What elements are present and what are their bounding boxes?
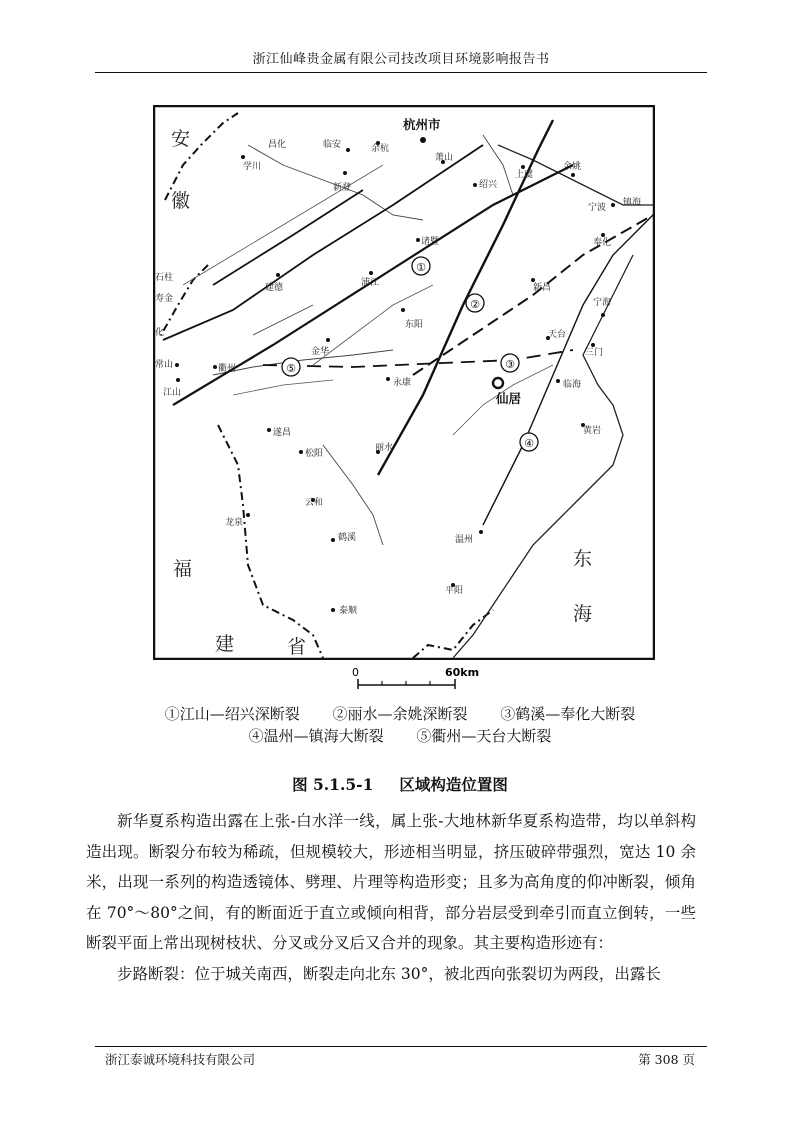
map-scale-bar xyxy=(350,663,490,695)
city-label-wenzhou: 温州 xyxy=(455,535,474,545)
city-label-zhenhai: 镇海 xyxy=(623,198,642,208)
city-label-taishun: 泰顺 xyxy=(339,606,358,616)
city-label-jiande: 建德 xyxy=(265,283,284,293)
city-label-quzhou: 衢州 xyxy=(218,364,237,374)
city-label-fenghua: 奉化 xyxy=(593,238,612,248)
legend-item-fault-2: ②丽水—余姚深断裂 xyxy=(332,705,468,723)
header-divider xyxy=(95,72,707,73)
city-label-hangzhou: 杭州市 xyxy=(403,117,441,132)
city-label-changhua: 昌化 xyxy=(268,140,287,150)
city-label-yuyao: 余姚 xyxy=(563,162,582,172)
city-label-songyang: 松阳 xyxy=(305,449,324,459)
city-label-pujiang: 浦江 xyxy=(361,278,380,288)
scale-end-label: 60km xyxy=(445,666,480,679)
city-label-linan: 临安 xyxy=(323,140,342,150)
city-label-shaoxing: 绍兴 xyxy=(479,180,498,190)
fault-legend-row-2 xyxy=(0,725,800,746)
body-text xyxy=(86,806,696,989)
city-label-ningbo: 宁波 xyxy=(588,203,607,213)
city-label-suichang: 遂昌 xyxy=(273,428,292,438)
xianju-marker xyxy=(493,378,503,388)
city-label-longquan: 龙泉 xyxy=(225,518,244,528)
legend-item-fault-1: ①江山—绍兴深断裂 xyxy=(164,705,300,723)
footer-divider xyxy=(95,1046,707,1047)
city-label-jinhua: 金华 xyxy=(311,347,330,357)
region-label-sheng: 省 xyxy=(287,636,307,658)
city-label-linhai: 临海 xyxy=(563,380,582,390)
city-label-yuhang: 余杭 xyxy=(371,144,390,154)
figure-title: 区域构造位置图 xyxy=(399,775,508,794)
city-label-pingyang: 平阳 xyxy=(445,586,464,596)
fault-marker-4 xyxy=(520,433,538,451)
fault-marker-1-label: ① xyxy=(416,261,426,274)
city-label-sanmen: 三门 xyxy=(585,348,604,358)
legend-item-fault-4: ④温州—镇海大断裂 xyxy=(248,727,384,745)
city-label-hua: 化 xyxy=(155,328,165,338)
region-label-jian: 建 xyxy=(215,633,235,655)
city-label-yongkang: 永康 xyxy=(393,378,412,388)
city-label-tiantai: 天台 xyxy=(548,330,567,340)
footer-company: 浙江泰诚环境科技有限公司 xyxy=(105,1052,256,1067)
legend-item-fault-3: ③鹤溪—奉化大断裂 xyxy=(500,705,636,723)
fault-marker-5-label: ⑤ xyxy=(286,362,296,375)
city-label-shizhu: 石柱 xyxy=(155,273,174,283)
city-label-xiaoshan: 萧山 xyxy=(435,153,454,163)
city-label-yunhe: 云和 xyxy=(305,498,324,508)
city-label-huangyan: 黄岩 xyxy=(583,426,602,436)
city-label-shijin: 寿金 xyxy=(155,294,174,304)
sea-label-hai: 海 xyxy=(573,603,593,625)
city-label-xindeng: 新登 xyxy=(333,183,352,193)
fault-marker-1 xyxy=(412,257,430,275)
legend-item-fault-5: ⑤衢州—天台大断裂 xyxy=(416,727,552,745)
city-label-changshan: 常山 xyxy=(155,360,174,370)
paragraph-2: 步路断裂：位于城关南西，断裂走向北东 30°，被北西向张裂切为两段，出露长 xyxy=(117,964,661,983)
fault-marker-5 xyxy=(282,358,300,376)
fault-marker-2 xyxy=(466,294,484,312)
scale-start-label: 0 xyxy=(352,666,359,679)
city-label-xianju: 仙居 xyxy=(496,391,522,406)
city-label-dongyang: 东阳 xyxy=(405,320,424,330)
figure-caption xyxy=(0,773,800,795)
city-label-ninghai: 宁海 xyxy=(593,298,612,308)
fault-marker-3-label: ③ xyxy=(505,358,515,371)
region-label-fu: 福 xyxy=(173,558,193,580)
region-label-an: 安 xyxy=(171,128,191,150)
figure-number: 图 5.1.5-1 xyxy=(292,775,374,794)
city-label-shangyu: 上虞 xyxy=(515,170,534,180)
footer-page-number: 第 308 页 xyxy=(638,1052,695,1067)
document-header: 浙江仙峰贵金属有限公司技改项目环境影响报告书 xyxy=(252,52,550,67)
city-label-xuechuan: 学川 xyxy=(243,162,262,172)
region-label-hui: 徽 xyxy=(171,190,191,212)
fault-marker-4-label: ④ xyxy=(524,437,534,450)
fault-marker-3 xyxy=(501,354,519,372)
fault-marker-2-label: ② xyxy=(470,298,480,311)
paragraph-1: 新华夏系构造出露在上张-白水洋一线，属上张-大地林新华夏系构造带，均以单斜构造出现。断裂分布较为稀疏，但规模较大，形迹相当明显，挤压破碎带强烈，宽达 10 余米，出现一系列的构造透镜体、劈理、片理等构造形变；且多为高角度的仰冲断裂，倾角在 70°～80°之间，有的断面近于直立或倾向相背，部分岩层受到牵引而直立倒转，一些断裂平面上常出现树枝状、分叉或分叉后又合并的现象。其主要构造形迹有： xyxy=(86,812,696,952)
sea-label-dong: 东 xyxy=(573,548,593,570)
city-label-heqi: 鹤溪 xyxy=(338,533,357,543)
regional-structure-map xyxy=(153,105,655,660)
city-label-zhuji: 诸暨 xyxy=(421,237,440,247)
fault-legend-row-1 xyxy=(0,703,800,724)
city-label-lishui: 丽水 xyxy=(375,443,394,453)
city-label-jiangshan: 江山 xyxy=(163,388,182,398)
city-label-xinchang: 新昌 xyxy=(533,283,552,293)
